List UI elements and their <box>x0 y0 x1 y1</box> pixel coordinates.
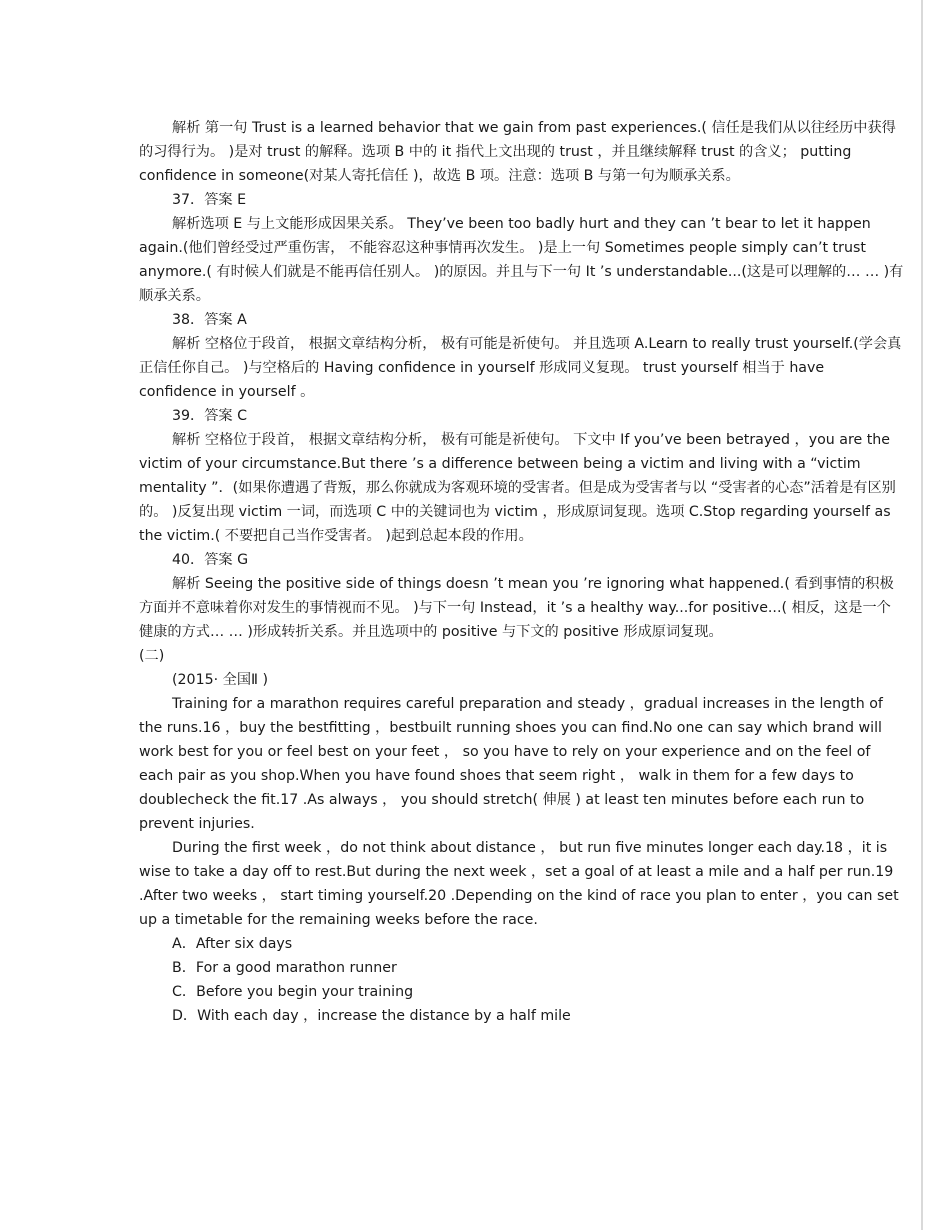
option-d: D．With each day ，increase the distance by a half mile <box>172 1008 571 1024</box>
section-heading: (二) <box>139 648 165 664</box>
analysis-37: 解析选项 E 与上文能形成因果关系。 They’ve been too badly hurt and they can ’t bear to let it happen again.(他们曾经受过严重伤害， 不能容忍这种事情再次发生。 )是上一句 Sometimes people simply can’t trust anymore.( 有时候人们就是不能再信任别人。 )的原因。并且与下一句 It ’s understandable...(这是可以理解的… … )有顺承关系。 <box>139 216 904 304</box>
answer-39: 39．答案 C <box>172 408 248 424</box>
answer-40: 40．答案 G <box>172 552 249 568</box>
analysis-36: 解析 第一句 Trust is a learned behavior that we gain from past experiences.( 信任是我们从以往经历中获得的习得行为。 )是对 trust 的解释。选项 B 中的 it 指代上文出现的 trust ，并且继续解释 trust 的含义； putting confidence in someone(对某人寄托信任 )，故选 B 项。注意：选项 B 与第一句为顺承关系。 <box>139 120 896 184</box>
page-edge <box>921 0 923 1230</box>
analysis-39: 解析 空格位于段首， 根据文章结构分析， 极有可能是祈使句。 下文中 If you’ve been betrayed ，you are the victim of your circumstance.But there ’s a difference between being a victim and living with a “victim mentality ”．(如果你遭遇了背叛，那么你就成为客观环境的受害者。但是成为受害者与以 “受害者的心态”活着是有区别的。 )反复出现 victim 一词，而选项 C 中的关键词也为 victim ，形成原词复现。选项 C.Stop regarding yourself as the victim.( 不要把自己当作受害者。 )起到总起本段的作用。 <box>139 432 896 544</box>
option-c: C．Before you begin your training <box>172 984 414 1000</box>
analysis-40: 解析 Seeing the positive side of things doesn ’t mean you ’re ignoring what happened.( 看到事情的积极方面并不意味着你对发生的事情视而不见。 )与下一句 Instead，it ’s a healthy way...for positive...( 相反，这是一个健康的方式… … )形成转折关系。并且选项中的 positive 与下文的 positive 形成原词复现。 <box>139 576 894 640</box>
document-body <box>139 116 904 1028</box>
option-a: A．After six days <box>172 936 293 952</box>
source-note: (2015· 全国Ⅱ ) <box>172 672 269 688</box>
option-b: B．For a good marathon runner <box>172 960 397 976</box>
analysis-38: 解析 空格位于段首， 根据文章结构分析， 极有可能是祈使句。 并且选项 A.Learn to really trust yourself.(学会真正信任你自己。 )与空格后的 Having confidence in yourself 形成同义复现。 trust yourself 相当于 have confidence in yourself 。 <box>139 336 902 400</box>
answer-37: 37．答案 E <box>172 192 247 208</box>
passage-paragraph-2: During the first week ，do not think about distance ， but run five minutes longer each day.18 ，it is wise to take a day off to rest.But during the next week ，set a goal of at least a mile and a half per run.19 .After two weeks ， start timing yourself.20 .Depending on the kind of race you plan to enter ，you can set up a timetable for the remaining weeks before the race. <box>139 840 899 928</box>
answer-38: 38．答案 A <box>172 312 247 328</box>
passage-paragraph-1: Training for a marathon requires careful preparation and steady ，gradual increases in the length of the runs.16 ，buy the bestfitting ，bestbuilt running shoes you can find.No one can say which brand will work best for you or feel best on your feet ， so you have to rely on your experience and on the feel of each pair as you shop.When you have found shoes that seem right ， walk in them for a few days to doublecheck the fit.17 .As always ， you should stretch( 伸展 ) at least ten minutes before each run to prevent injuries. <box>139 696 883 832</box>
